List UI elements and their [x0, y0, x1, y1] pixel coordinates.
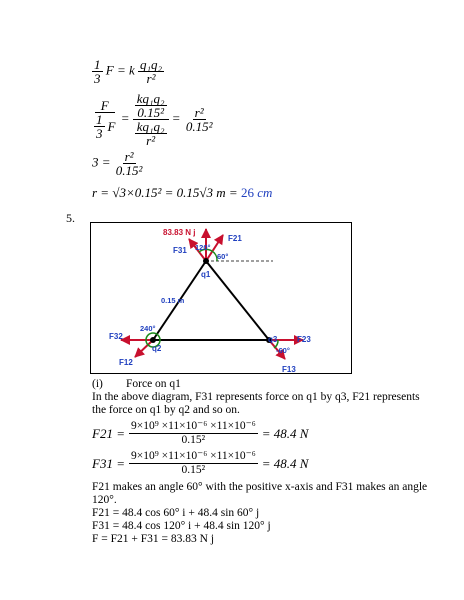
charge-q1 [203, 258, 209, 264]
eq4-text: r = √3×0.15² = 0.15√3 m = [92, 185, 238, 200]
F31-num: 9×10⁹ ×11×10⁻⁶ ×11×10⁻⁶ [130, 450, 256, 462]
F31-label: F31 [173, 246, 187, 255]
component-line-1: F21 = 48.4 cos 60° i + 48.4 sin 60° j [92, 507, 260, 519]
eq2-upper-num: kq₁q₂ [136, 91, 165, 106]
eq2-mid-bottom [133, 120, 169, 147]
eq2-mid-top [133, 92, 169, 120]
F21-equation [92, 420, 308, 447]
force-diagram [90, 222, 352, 374]
eq2-F2: F [107, 119, 116, 134]
problem-number: 5. [66, 211, 75, 225]
F32-label: F32 [109, 332, 123, 341]
q2-label: q2 [152, 344, 162, 353]
eq2-lhs-bottom [92, 113, 117, 140]
F31-lhs: F31 = [92, 455, 125, 471]
F21-den: 0.15² [181, 434, 206, 446]
eq2-rhs-num: r² [194, 105, 204, 120]
item-label: (i) [92, 378, 103, 390]
eq1-denominator: 3 [94, 71, 101, 86]
equation-3 [92, 150, 144, 177]
side-length-label: 0.15 m [161, 296, 185, 305]
paragraph-2b: 120°. [92, 494, 117, 506]
equation-1 [92, 58, 164, 85]
paragraph-1b: the force on q1 by q2 and so on. [92, 404, 240, 416]
component-line-2: F31 = 48.4 cos 120° i + 48.4 sin 120° j [92, 520, 271, 532]
paragraph-1a: In the above diagram, F31 represents force on q1 by q3, F21 represents [92, 391, 420, 403]
charge-q2 [150, 337, 156, 343]
F21-rhs: = 48.4 N [261, 425, 309, 441]
eq3-den: 0.15² [115, 163, 143, 178]
eq1-rhs-numerator: q₁q₂ [139, 57, 163, 72]
F12-arrow [135, 340, 153, 357]
F31-rhs: = 48.4 N [261, 455, 309, 471]
F12-label: F12 [119, 358, 133, 367]
component-line-3: F = F21 + F31 = 83.83 N j [92, 533, 215, 545]
F21-label: F21 [228, 234, 242, 243]
angle-120-label: 120° [195, 243, 211, 252]
eq1-rhs-denominator: r² [146, 71, 156, 86]
eq3-lhs: 3 = [92, 154, 111, 170]
F31-fraction [129, 450, 258, 477]
eq2-lower-den: r² [146, 133, 156, 148]
eq3-num: r² [124, 149, 134, 164]
angle-240-label: 240° [140, 324, 156, 333]
force-diagram-svg [91, 223, 351, 373]
eq4-unit: cm [257, 185, 273, 200]
angle-60-label: 60° [217, 252, 229, 261]
eq1-numerator: 1 [94, 57, 101, 72]
resultant-label: 83.83 N j [163, 228, 196, 237]
eq4-value: 26 [240, 185, 254, 200]
F13-label: F13 [282, 365, 296, 373]
paragraph-2a: F21 makes an angle 60° with the positive x-axis and F31 makes an angle [92, 481, 428, 493]
F31-equation [92, 450, 308, 477]
eq2-lower-num: kq₁q₂ [136, 119, 165, 134]
F21-lhs: F21 = [92, 425, 125, 441]
eq2-rhs-den: 0.15² [185, 119, 213, 134]
eq2-upper-den: 0.15² [137, 105, 164, 120]
eq2-one-third [94, 113, 105, 140]
eq3-fraction [114, 150, 145, 177]
angle-neg60-label: -60° [276, 346, 290, 355]
fraction-q1q2-r2 [138, 58, 164, 85]
eq2-equals: = [120, 110, 133, 126]
eq2-rhs-fraction [184, 106, 215, 133]
eq2-middle-fraction [133, 92, 169, 147]
eq2-lhs-top: F [95, 99, 115, 113]
F23-label: F23 [297, 335, 311, 344]
F31-den: 0.15² [181, 464, 206, 476]
F21-fraction [129, 420, 258, 447]
equation-4 [92, 185, 272, 201]
eq2-lhs-fraction [92, 99, 117, 140]
eq2-one: 1 [96, 112, 103, 127]
eq1-lhs: F = k [105, 62, 135, 78]
F21-num: 9×10⁹ ×11×10⁻⁶ ×11×10⁻⁶ [130, 420, 256, 432]
triangle-side-right [206, 261, 269, 340]
eq2-equals-2: = [171, 110, 184, 126]
eq2-lower-fraction [135, 120, 167, 147]
eq2-three: 3 [96, 126, 103, 141]
fraction-one-third [92, 58, 103, 85]
equation-2 [92, 92, 214, 147]
q3-label: q3 [268, 335, 278, 344]
eq2-upper-fraction [135, 92, 167, 119]
q1-label: q1 [201, 270, 211, 279]
item-title: Force on q1 [126, 378, 181, 390]
